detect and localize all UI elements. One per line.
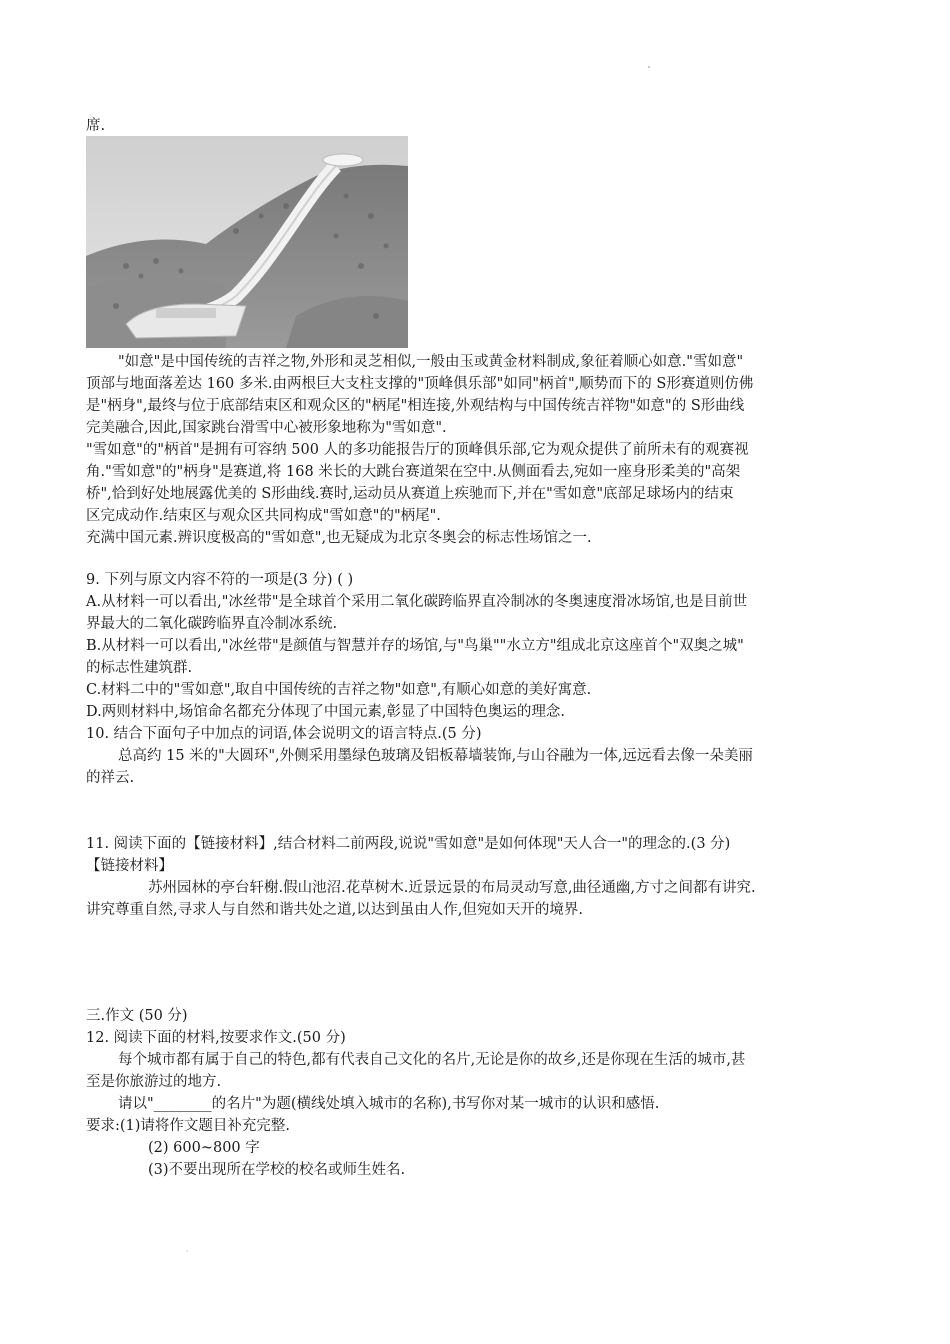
m2-p2-line1: "雪如意"的"柄首"是拥有可容纳 500 人的多功能报告厅的顶峰俱乐部,它为观众提供了前所未有的观赛视 (86, 442, 749, 458)
m2-p1-line1: "如意"是中国传统的吉祥之物,外形和灵芝相似,一般由玉或黄金材料制成,象征着顺心如意."雪如意" (118, 354, 744, 370)
scan-speck-bottom (186, 1250, 188, 1252)
q12-material-line2: 至是你旅游过的地方. (86, 1074, 222, 1090)
ski-jump-photo (86, 136, 408, 348)
q9-option-b-line2: 的标志性建筑群. (86, 660, 193, 676)
m2-p2-line3: 桥",恰到好处地展露优美的 S形曲线.赛时,运动员从赛道上疾驰而下,并在"雪如意"底部足球场内的结束 (86, 486, 734, 502)
m2-p1-line4: 完美融合,因此,国家跳台滑雪中心被形象地称为"雪如意". (86, 420, 447, 436)
q12-requirement-3: (3)不要出现所在学校的校名或师生姓名. (148, 1162, 406, 1178)
q9-stem: 9. 下列与原文内容不符的一项是(3 分) ( ) (86, 572, 354, 588)
q9-option-c: C.材料二中的"雪如意",取自中国传统的吉祥之物"如意",有顺心如意的美好寓意. (86, 682, 592, 698)
summit-club (323, 154, 363, 166)
section3-title: 三.作文 (50 分) (86, 1008, 188, 1024)
q11-link-title: 【链接材料】 (86, 858, 173, 874)
m2-p2-line4: 区完成动作.结束区与观众区共同构成"雪如意"的"柄尾". (86, 508, 441, 524)
q12-requirement-1: 要求:(1)请将作文题目补充完整. (86, 1118, 291, 1134)
q10-stem: 10. 结合下面句子中加点的词语,体会说明文的语言特点.(5 分) (86, 726, 482, 742)
q10-quote-line2: 的祥云. (86, 770, 135, 786)
m2-p1-line3: 是"柄身",最终与位于底部结束区和观众区的"柄尾"相连接,外观结构与中国传统吉祥物"如意"的 S形曲线 (86, 398, 745, 414)
q12-prompt: 请以"________的名片"为题(横线处填入城市的名称),书写你对某一城市的认识和感悟. (118, 1096, 660, 1112)
m2-p2-line2: 角."雪如意"的"柄身"是赛道,将 168 米长的大跳台赛道架在空中.从侧面看去,宛如一座身形柔美的"高架 (86, 464, 741, 480)
m2-p3: 充满中国元素.辨识度极高的"雪如意",也无疑成为北京冬奥会的标志性场馆之一. (86, 530, 592, 546)
q11-link-line2: 讲究尊重自然,寻求人与自然和谐共处之道,以达到虽由人作,但宛如天开的境界. (86, 902, 583, 918)
q11-stem: 11. 阅读下面的【链接材料】,结合材料二前两段,说说"雪如意"是如何体现"天人合一"的理念的.(3 分) (86, 836, 731, 852)
stands (156, 308, 216, 318)
q12-stem: 12. 阅读下面的材料,按要求作文.(50 分) (86, 1030, 346, 1046)
q10-quote-line1: 总高约 15 米的"大圆环",外侧采用墨绿色玻璃及铝板幕墙装饰,与山谷融为一体,远远看去像一朵美丽 (118, 748, 753, 764)
q12-material-line1: 每个城市都有属于自己的特色,都有代表自己文化的名片,无论是你的故乡,还是你现在生活的城市,甚 (118, 1052, 746, 1068)
q11-link-line1: 苏州园林的亭台轩榭.假山池沼.花草树木.近景远景的布局灵动写意,曲径通幽,方寸之间都有讲究. (148, 880, 756, 896)
q12-requirement-2: (2) 600~800 字 (148, 1140, 260, 1156)
q9-option-d: D.两则材料中,场馆命名都充分体现了中国元素,彰显了中国特色奥运的理念. (86, 704, 566, 720)
m2-p1-line2: 顶部与地面落差达 160 多米.由两根巨大支柱支撑的"顶峰俱乐部"如同"柄首",顺势而下的 S形赛道则仿佛 (86, 376, 754, 392)
scan-speck (648, 66, 650, 68)
ski-jump-illustration (86, 136, 408, 348)
q9-option-a-line1: A.从材料一可以看出,"冰丝带"是全球首个采用二氧化碳跨临界直冷制冰的冬奥速度滑冰场馆,也是目前世 (86, 594, 748, 610)
q9-option-a-line2: 界最大的二氧化碳跨临界直冷制冰系统. (86, 616, 338, 632)
top-fragment: 席. (86, 118, 106, 134)
q9-option-b-line1: B.从材料一可以看出,"冰丝带"是颜值与智慧并存的场馆,与"鸟巢""水立方"组成北京这座首个"双奥之城" (86, 638, 744, 654)
